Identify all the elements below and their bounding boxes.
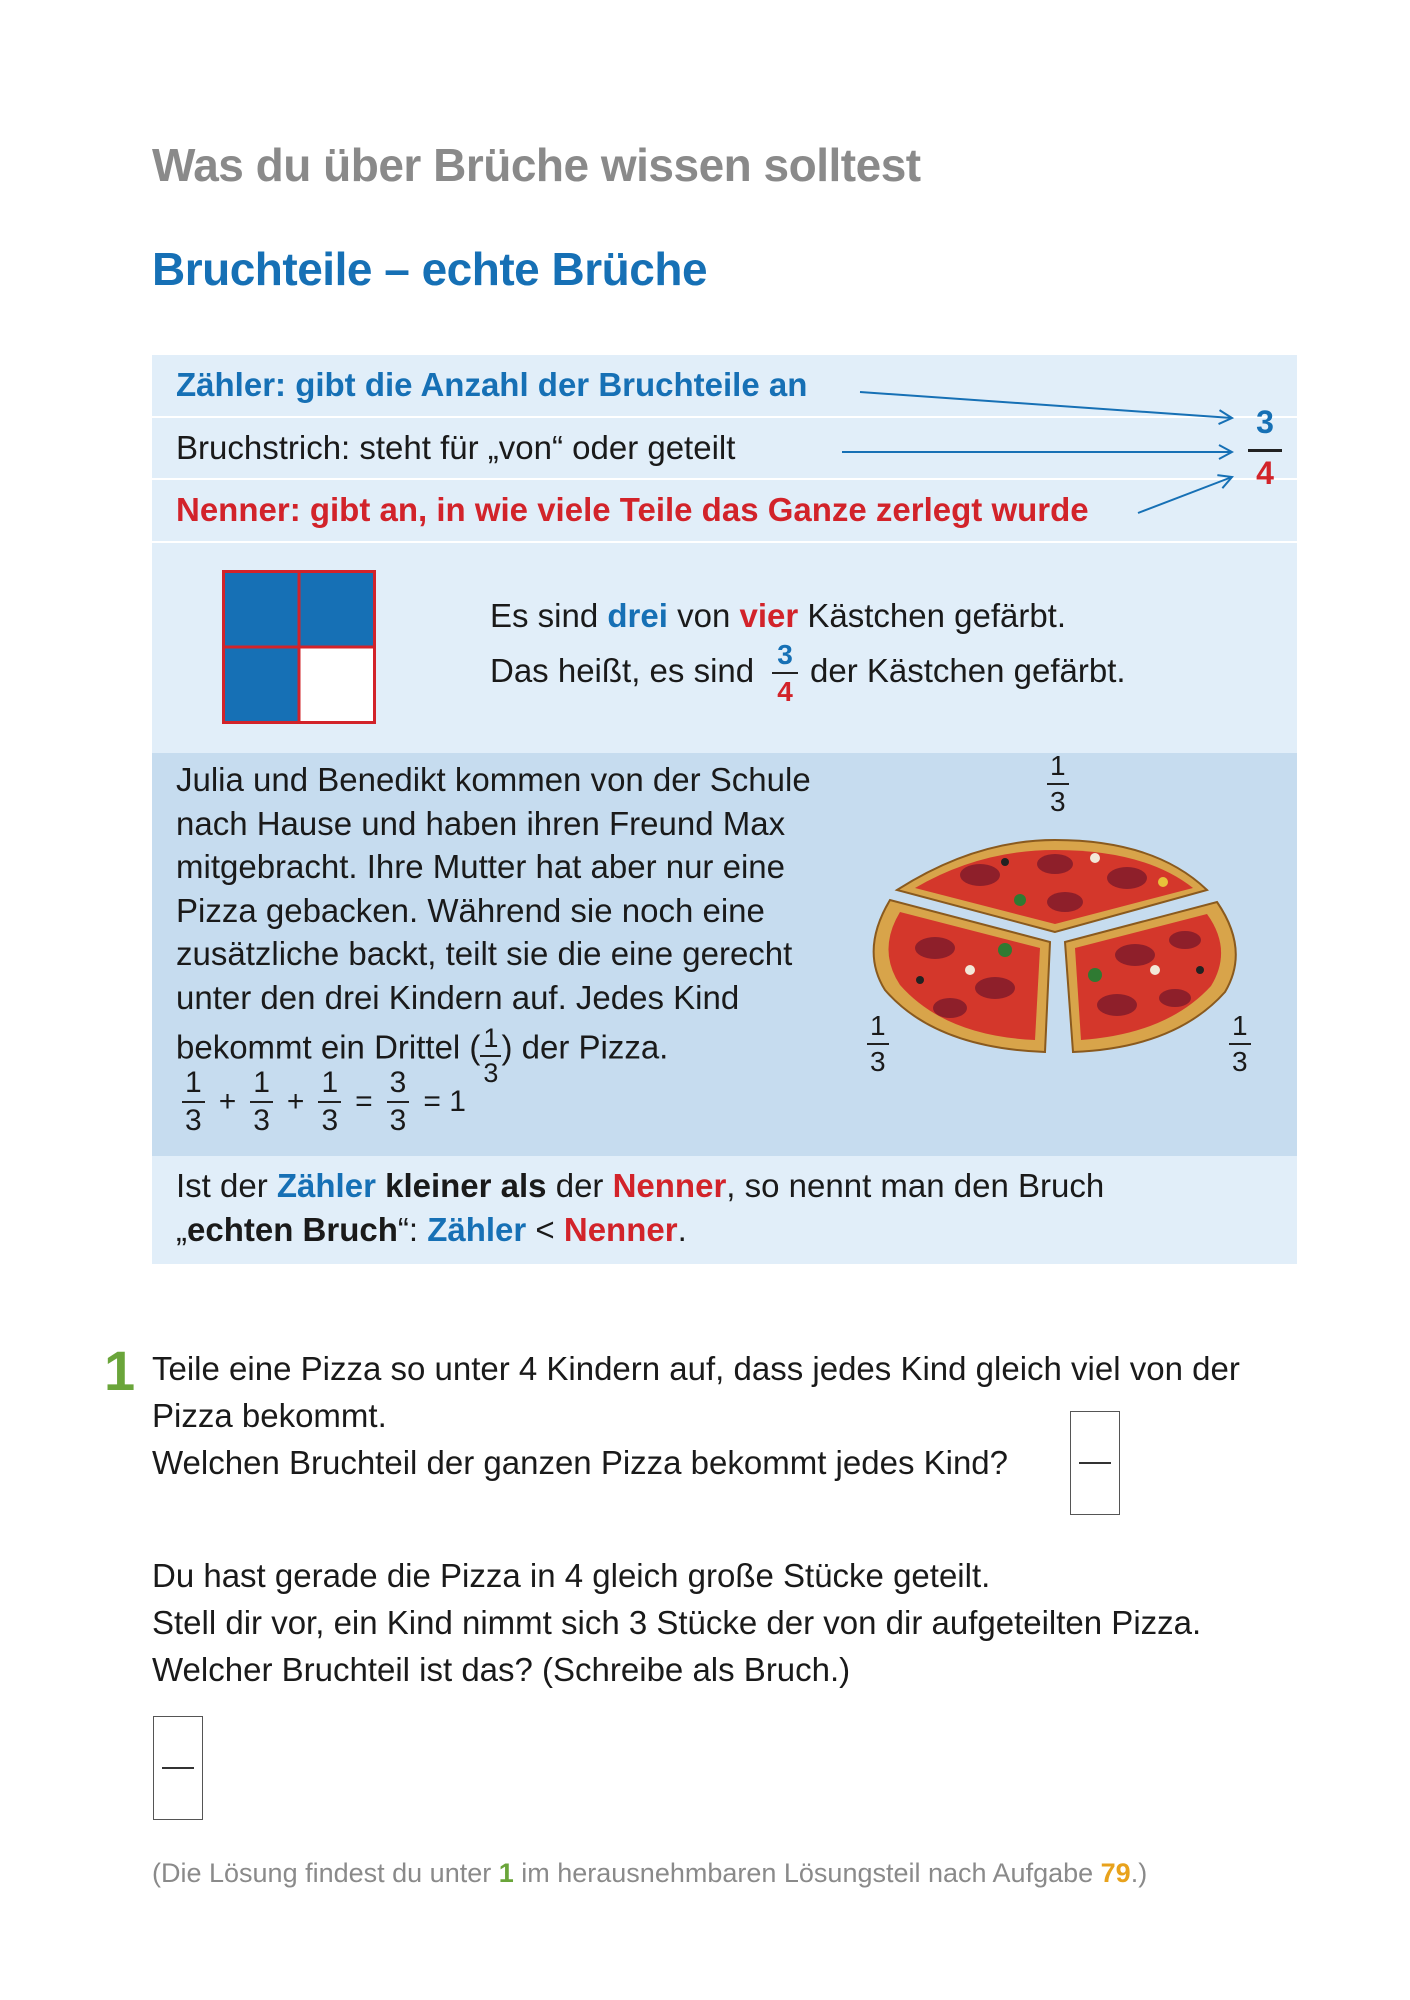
inline-fraction-numerator: 3 — [777, 639, 793, 670]
task-text-line1: Teile eine Pizza so unter 4 Kindern auf, dass jedes Kind gleich viel von der — [152, 1350, 1240, 1387]
pizza-label-right: $\frac{1}{3}$ — [1229, 1012, 1251, 1076]
task-text-line5: Stell dir vor, ein Kind nimmt sich 3 Stücke der von dir aufgeteilten Pizza. — [152, 1604, 1202, 1641]
section-title: Bruchteile – echte Brüche — [152, 243, 708, 295]
fraction-numerator: 3 — [1256, 404, 1274, 440]
story-line: Julia und Benedikt kommen von der Schule — [176, 761, 811, 798]
bruchstrich-definition: Bruchstrich: steht für „von“ oder geteilt — [176, 429, 736, 466]
divider — [152, 541, 1297, 543]
grid-text-line2: Das heißt, es sind — [490, 652, 755, 689]
nenner-arrow — [1138, 477, 1232, 513]
definition-arrows — [840, 370, 1240, 520]
pizza-illustration — [855, 820, 1255, 1060]
answer-box-1[interactable] — [1070, 1411, 1120, 1515]
grid-text-line2-end: der Kästchen gefärbt. — [810, 652, 1126, 689]
grid-cell-filled — [224, 572, 298, 646]
pizza-label-left: $\frac{1}{3}$ — [867, 1012, 889, 1076]
task-number: 1 — [104, 1339, 136, 1402]
task-text-line6: Welcher Bruchteil ist das? (Schreibe als Bruch.) — [152, 1651, 851, 1688]
zaehler-arrow — [860, 392, 1232, 418]
story-line: Pizza gebacken. Während sie noch eine — [176, 891, 765, 929]
story-line-last: bekommt ein Drittel ( $\frac{1}{3}$ ) der Pizza. — [176, 1023, 669, 1088]
answer-box-2[interactable] — [153, 1716, 203, 1820]
page-title: Was du über Brüche wissen solltest — [152, 139, 921, 191]
inline-fraction-bar — [772, 672, 798, 674]
zaehler-definition: Zähler: gibt die Anzahl der Bruchteile an — [176, 366, 808, 403]
solution-hint: (Die Lösung findest du unter 1 im herausnehmbaren Lösungsteil nach Aufgabe 79.) — [152, 1858, 1148, 1888]
fraction-equation: $\frac{1}{3}$ + $\frac{1}{3}$ + $\frac{1}{3}$ = $\frac{3}{3}$ = 1 — [182, 1068, 466, 1136]
story-line: zusätzliche backt, teilt sie die eine gerecht — [176, 935, 793, 972]
grid-cell-filled — [224, 648, 298, 722]
inline-fraction-denominator: 4 — [777, 676, 793, 707]
task-text-line3: Welchen Bruchteil der ganzen Pizza bekommt jedes Kind? — [152, 1444, 1009, 1481]
task-text-line2: Pizza bekommt. — [152, 1397, 387, 1434]
story-line: mitgebracht. Ihre Mutter hat aber nur eine — [176, 848, 785, 885]
fraction-bar — [1248, 449, 1282, 452]
grid-text-line1: Es sind drei von vier Kästchen gefärbt. — [490, 597, 1067, 634]
story-line: nach Hause und haben ihren Freund Max — [176, 804, 786, 842]
fraction-grid — [222, 570, 378, 726]
grid-cell-empty — [300, 648, 374, 722]
fraction-denominator: 4 — [1256, 455, 1274, 491]
pizza-slice-right — [1065, 902, 1236, 1052]
grid-cell-filled — [300, 572, 374, 646]
nenner-definition: Nenner: gibt an, in wie viele Teile das Ganze zerlegt wurde — [176, 491, 1089, 528]
proper-fraction-rule: Ist der Zähler kleiner als der Nenner, so nennt man den Bruch „echten Bruch“: Zähler < Nenner. — [176, 1167, 1105, 1248]
story-line: unter den drei Kindern auf. Jedes Kind — [176, 978, 740, 1016]
task-text-line4: Du hast gerade die Pizza in 4 gleich große Stücke geteilt. — [152, 1557, 991, 1594]
pizza-label-top: $\frac{1}{3}$ — [1047, 752, 1069, 816]
story-text — [176, 758, 866, 1088]
